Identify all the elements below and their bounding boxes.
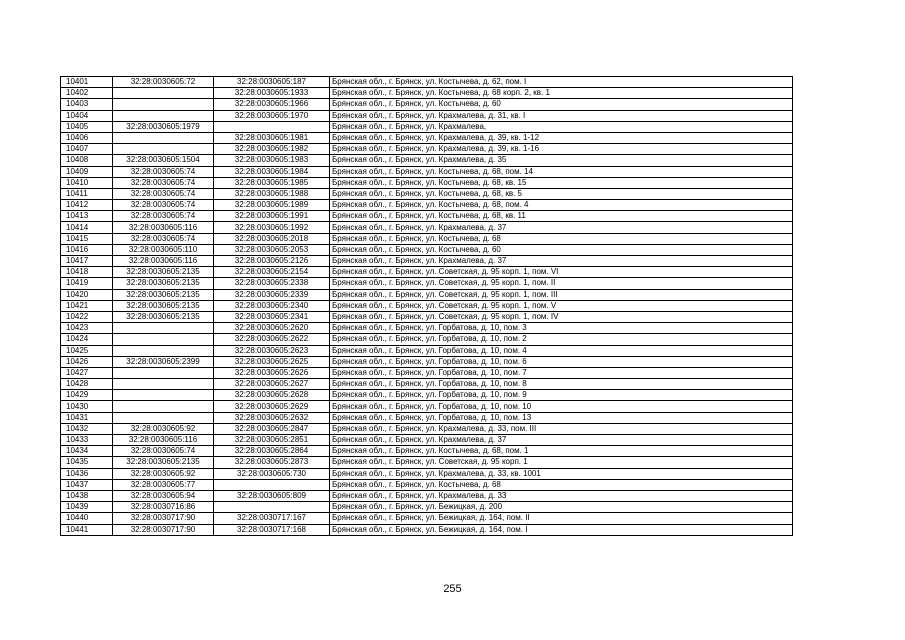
table-row (61, 423, 793, 434)
record-number-cell: 10406 (61, 132, 113, 143)
register-table-body (61, 77, 793, 536)
table-row (61, 356, 793, 367)
table-row (61, 144, 793, 155)
table-row (61, 177, 793, 188)
record-number-cell: 10407 (61, 144, 113, 155)
address-cell: Брянская обл., г. Брянск, ул. Горбатова, д. 10, пом. 6 (330, 356, 793, 367)
land-cadastral-number-cell: 32:28:0030605:2135 (113, 311, 214, 322)
record-number-cell: 10423 (61, 323, 113, 334)
object-cadastral-number-cell: 32:28:0030605:1992 (214, 222, 330, 233)
object-cadastral-number-cell: 32:28:0030605:1982 (214, 144, 330, 155)
land-cadastral-number-cell (113, 99, 214, 110)
object-cadastral-number-cell: 32:28:0030605:187 (214, 77, 330, 88)
record-number-cell: 10428 (61, 379, 113, 390)
object-cadastral-number-cell (214, 121, 330, 132)
object-cadastral-number-cell: 32:28:0030605:2053 (214, 244, 330, 255)
land-cadastral-number-cell (113, 110, 214, 121)
object-cadastral-number-cell: 32:28:0030605:1966 (214, 99, 330, 110)
table-row (61, 222, 793, 233)
table-row (61, 446, 793, 457)
table-row (61, 233, 793, 244)
object-cadastral-number-cell: 32:28:0030605:2622 (214, 334, 330, 345)
land-cadastral-number-cell: 32:28:0030717:90 (113, 524, 214, 535)
object-cadastral-number-cell: 32:28:0030605:2847 (214, 423, 330, 434)
land-cadastral-number-cell (113, 412, 214, 423)
record-number-cell: 10433 (61, 435, 113, 446)
address-cell: Брянская обл., г. Брянск, ул. Костычева, д. 68, пом. 1 (330, 446, 793, 457)
land-cadastral-number-cell: 32:28:0030605:2135 (113, 457, 214, 468)
address-cell: Брянская обл., г. Брянск, ул. Горбатова, д. 10, пом. 9 (330, 390, 793, 401)
record-number-cell: 10404 (61, 110, 113, 121)
table-row (61, 379, 793, 390)
object-cadastral-number-cell: 32:28:0030605:2154 (214, 267, 330, 278)
table-row (61, 524, 793, 535)
record-number-cell: 10432 (61, 423, 113, 434)
address-cell: Брянская обл., г. Брянск, ул. Горбатова, д. 10, пом. 2 (330, 334, 793, 345)
record-number-cell: 10401 (61, 77, 113, 88)
land-cadastral-number-cell: 32:28:0030605:2135 (113, 278, 214, 289)
address-cell: Брянская обл., г. Брянск, ул. Крахмалева, д. 33, пом. III (330, 423, 793, 434)
table-row (61, 457, 793, 468)
object-cadastral-number-cell: 32:28:0030605:1983 (214, 155, 330, 166)
table-row (61, 502, 793, 513)
address-cell: Брянская обл., г. Брянск, ул. Костычева, д. 60 (330, 244, 793, 255)
address-cell: Брянская обл., г. Брянск, ул. Советская, д. 95 корп. 1, пом. VI (330, 267, 793, 278)
table-row (61, 468, 793, 479)
record-number-cell: 10441 (61, 524, 113, 535)
table-row (61, 367, 793, 378)
record-number-cell: 10437 (61, 479, 113, 490)
table-row (61, 323, 793, 334)
record-number-cell: 10418 (61, 267, 113, 278)
record-number-cell: 10435 (61, 457, 113, 468)
address-cell: Брянская обл., г. Брянск, ул. Крахмалева, д. 31, кв. I (330, 110, 793, 121)
record-number-cell: 10429 (61, 390, 113, 401)
record-number-cell: 10434 (61, 446, 113, 457)
address-cell: Брянская обл., г. Брянск, ул. Горбатова, д. 10, пом. 7 (330, 367, 793, 378)
object-cadastral-number-cell: 32:28:0030605:2625 (214, 356, 330, 367)
record-number-cell: 10424 (61, 334, 113, 345)
address-cell: Брянская обл., г. Брянск, ул. Горбатова, д. 10, пом. 8 (330, 379, 793, 390)
address-cell: Брянская обл., г. Брянск, ул. Крахмалева, (330, 121, 793, 132)
object-cadastral-number-cell: 32:28:0030605:1991 (214, 211, 330, 222)
record-number-cell: 10413 (61, 211, 113, 222)
object-cadastral-number-cell: 32:28:0030605:2340 (214, 300, 330, 311)
record-number-cell: 10439 (61, 502, 113, 513)
land-cadastral-number-cell: 32:28:0030717:90 (113, 513, 214, 524)
land-cadastral-number-cell: 32:28:0030605:2135 (113, 267, 214, 278)
address-cell: Брянская обл., г. Брянск, ул. Горбатова, д. 10, пом. 4 (330, 345, 793, 356)
table-row (61, 412, 793, 423)
address-cell: Брянская обл., г. Брянск, ул. Костычева, д. 68 корп. 2, кв. 1 (330, 88, 793, 99)
record-number-cell: 10412 (61, 200, 113, 211)
land-cadastral-number-cell: 32:28:0030605:2135 (113, 300, 214, 311)
object-cadastral-number-cell: 32:28:0030605:1970 (214, 110, 330, 121)
object-cadastral-number-cell: 32:28:0030605:2623 (214, 345, 330, 356)
address-cell: Брянская обл., г. Брянск, ул. Горбатова, д. 10, пом. 3 (330, 323, 793, 334)
record-number-cell: 10426 (61, 356, 113, 367)
table-row (61, 166, 793, 177)
object-cadastral-number-cell: 32:28:0030605:2629 (214, 401, 330, 412)
object-cadastral-number-cell: 32:28:0030605:2851 (214, 435, 330, 446)
address-cell: Брянская обл., г. Брянск, ул. Костычева, д. 68 (330, 479, 793, 490)
table-row (61, 244, 793, 255)
address-cell: Брянская обл., г. Брянск, ул. Крахмалева, д. 37 (330, 256, 793, 267)
object-cadastral-number-cell: 32:28:0030717:168 (214, 524, 330, 535)
object-cadastral-number-cell: 32:28:0030605:2632 (214, 412, 330, 423)
address-cell: Брянская обл., г. Брянск, ул. Крахмалева, д. 33, кв. 1001 (330, 468, 793, 479)
address-cell: Брянская обл., г. Брянск, ул. Советская, д. 95 корп. 1, пом. III (330, 289, 793, 300)
table-row (61, 278, 793, 289)
address-cell: Брянская обл., г. Брянск, ул. Советская, д. 95 корп. 1, пом. II (330, 278, 793, 289)
address-cell: Брянская обл., г. Брянск, ул. Крахмалева, д. 39, кв. 1-16 (330, 144, 793, 155)
land-cadastral-number-cell (113, 390, 214, 401)
table-row (61, 188, 793, 199)
object-cadastral-number-cell: 32:28:0030717:167 (214, 513, 330, 524)
table-row (61, 289, 793, 300)
address-cell: Брянская обл., г. Брянск, ул. Советская, д. 95 корп. 1, пом. IV (330, 311, 793, 322)
object-cadastral-number-cell: 32:28:0030605:809 (214, 490, 330, 501)
table-row (61, 155, 793, 166)
address-cell: Брянская обл., г. Брянск, ул. Бежицкая, д. 164, пом. I (330, 524, 793, 535)
land-cadastral-number-cell: 32:28:0030605:74 (113, 188, 214, 199)
land-cadastral-number-cell: 32:28:0030605:74 (113, 233, 214, 244)
table-row (61, 479, 793, 490)
object-cadastral-number-cell: 32:28:0030605:2126 (214, 256, 330, 267)
object-cadastral-number-cell: 32:28:0030605:2018 (214, 233, 330, 244)
record-number-cell: 10425 (61, 345, 113, 356)
object-cadastral-number-cell: 32:28:0030605:2873 (214, 457, 330, 468)
object-cadastral-number-cell: 32:28:0030605:1984 (214, 166, 330, 177)
record-number-cell: 10420 (61, 289, 113, 300)
land-cadastral-number-cell: 32:28:0030605:92 (113, 423, 214, 434)
land-cadastral-number-cell (113, 379, 214, 390)
land-cadastral-number-cell: 32:28:0030605:1979 (113, 121, 214, 132)
table-row (61, 256, 793, 267)
address-cell: Брянская обл., г. Брянск, ул. Советская, д. 95 корп. 1 (330, 457, 793, 468)
land-cadastral-number-cell (113, 334, 214, 345)
object-cadastral-number-cell: 32:28:0030605:2628 (214, 390, 330, 401)
record-number-cell: 10402 (61, 88, 113, 99)
record-number-cell: 10414 (61, 222, 113, 233)
address-cell: Брянская обл., г. Брянск, ул. Крахмалева, д. 35 (330, 155, 793, 166)
land-cadastral-number-cell (113, 144, 214, 155)
record-number-cell: 10415 (61, 233, 113, 244)
address-cell: Брянская обл., г. Брянск, ул. Горбатова, д. 10, пом. 10 (330, 401, 793, 412)
land-cadastral-number-cell: 32:28:0030716:86 (113, 502, 214, 513)
record-number-cell: 10405 (61, 121, 113, 132)
land-cadastral-number-cell: 32:28:0030605:74 (113, 166, 214, 177)
address-cell: Брянская обл., г. Брянск, ул. Бежицкая, д. 164, пом. II (330, 513, 793, 524)
record-number-cell: 10417 (61, 256, 113, 267)
land-cadastral-number-cell (113, 345, 214, 356)
record-number-cell: 10436 (61, 468, 113, 479)
record-number-cell: 10440 (61, 513, 113, 524)
record-number-cell: 10422 (61, 311, 113, 322)
object-cadastral-number-cell: 32:28:0030605:730 (214, 468, 330, 479)
record-number-cell: 10438 (61, 490, 113, 501)
record-number-cell: 10416 (61, 244, 113, 255)
land-cadastral-number-cell: 32:28:0030605:74 (113, 446, 214, 457)
table-row (61, 513, 793, 524)
table-row (61, 211, 793, 222)
land-cadastral-number-cell (113, 88, 214, 99)
land-cadastral-number-cell: 32:28:0030605:116 (113, 222, 214, 233)
land-cadastral-number-cell (113, 367, 214, 378)
table-row (61, 200, 793, 211)
record-number-cell: 10421 (61, 300, 113, 311)
address-cell: Брянская обл., г. Брянск, ул. Костычева, д. 62, пом. I (330, 77, 793, 88)
land-cadastral-number-cell: 32:28:0030605:72 (113, 77, 214, 88)
record-number-cell: 10403 (61, 99, 113, 110)
object-cadastral-number-cell: 32:28:0030605:2627 (214, 379, 330, 390)
object-cadastral-number-cell: 32:28:0030605:1989 (214, 200, 330, 211)
record-number-cell: 10431 (61, 412, 113, 423)
page-number: 255 (443, 583, 462, 595)
address-cell: Брянская обл., г. Брянск, ул. Крахмалева, д. 39, кв. 1-12 (330, 132, 793, 143)
object-cadastral-number-cell: 32:28:0030605:1988 (214, 188, 330, 199)
table-row (61, 77, 793, 88)
land-cadastral-number-cell: 32:28:0030605:1504 (113, 155, 214, 166)
table-row (61, 401, 793, 412)
record-number-cell: 10408 (61, 155, 113, 166)
land-cadastral-number-cell: 32:28:0030605:116 (113, 256, 214, 267)
address-cell: Брянская обл., г. Брянск, ул. Костычева, д. 68, кв. 11 (330, 211, 793, 222)
record-number-cell: 10411 (61, 188, 113, 199)
object-cadastral-number-cell: 32:28:0030605:2626 (214, 367, 330, 378)
table-row (61, 490, 793, 501)
object-cadastral-number-cell: 32:28:0030605:2864 (214, 446, 330, 457)
land-cadastral-number-cell: 32:28:0030605:116 (113, 435, 214, 446)
address-cell: Брянская обл., г. Брянск, ул. Крахмалева, д. 37 (330, 435, 793, 446)
record-number-cell: 10410 (61, 177, 113, 188)
table-row (61, 121, 793, 132)
object-cadastral-number-cell (214, 502, 330, 513)
object-cadastral-number-cell: 32:28:0030605:2339 (214, 289, 330, 300)
table-row (61, 345, 793, 356)
land-cadastral-number-cell (113, 401, 214, 412)
table-row (61, 267, 793, 278)
land-cadastral-number-cell: 32:28:0030605:94 (113, 490, 214, 501)
address-cell: Брянская обл., г. Брянск, ул. Крахмалева, д. 33 (330, 490, 793, 501)
address-cell: Брянская обл., г. Брянск, ул. Костычева, д. 68, кв. 5 (330, 188, 793, 199)
table-row (61, 132, 793, 143)
table-row (61, 300, 793, 311)
object-cadastral-number-cell: 32:28:0030605:2620 (214, 323, 330, 334)
table-row (61, 88, 793, 99)
register-table (60, 76, 793, 536)
land-cadastral-number-cell: 32:28:0030605:77 (113, 479, 214, 490)
address-cell: Брянская обл., г. Брянск, ул. Бежицкая, д. 200 (330, 502, 793, 513)
object-cadastral-number-cell: 32:28:0030605:2338 (214, 278, 330, 289)
address-cell: Брянская обл., г. Брянск, ул. Костычева, д. 68, кв. 15 (330, 177, 793, 188)
table-row (61, 110, 793, 121)
land-cadastral-number-cell (113, 323, 214, 334)
object-cadastral-number-cell: 32:28:0030605:1985 (214, 177, 330, 188)
land-cadastral-number-cell: 32:28:0030605:92 (113, 468, 214, 479)
address-cell: Брянская обл., г. Брянск, ул. Костычева, д. 68 (330, 233, 793, 244)
address-cell: Брянская обл., г. Брянск, ул. Крахмалева, д. 37 (330, 222, 793, 233)
land-cadastral-number-cell: 32:28:0030605:2135 (113, 289, 214, 300)
address-cell: Брянская обл., г. Брянск, ул. Костычева, д. 68, пом. 4 (330, 200, 793, 211)
table-row (61, 99, 793, 110)
record-number-cell: 10427 (61, 367, 113, 378)
object-cadastral-number-cell: 32:28:0030605:2341 (214, 311, 330, 322)
land-cadastral-number-cell: 32:28:0030605:74 (113, 200, 214, 211)
land-cadastral-number-cell: 32:28:0030605:74 (113, 177, 214, 188)
object-cadastral-number-cell (214, 479, 330, 490)
object-cadastral-number-cell: 32:28:0030605:1933 (214, 88, 330, 99)
table-row (61, 390, 793, 401)
address-cell: Брянская обл., г. Брянск, ул. Костычева, д. 60 (330, 99, 793, 110)
land-cadastral-number-cell: 32:28:0030605:2399 (113, 356, 214, 367)
record-number-cell: 10409 (61, 166, 113, 177)
object-cadastral-number-cell: 32:28:0030605:1981 (214, 132, 330, 143)
table-row (61, 334, 793, 345)
land-cadastral-number-cell: 32:28:0030605:74 (113, 211, 214, 222)
record-number-cell: 10430 (61, 401, 113, 412)
table-row (61, 435, 793, 446)
land-cadastral-number-cell (113, 132, 214, 143)
address-cell: Брянская обл., г. Брянск, ул. Костычева, д. 68, пом. 14 (330, 166, 793, 177)
land-cadastral-number-cell: 32:28:0030605:110 (113, 244, 214, 255)
address-cell: Брянская обл., г. Брянск, ул. Советская, д. 95 корп. 1, пом. V (330, 300, 793, 311)
table-row (61, 311, 793, 322)
address-cell: Брянская обл., г. Брянск, ул. Горбатова, д. 10, пом. 13 (330, 412, 793, 423)
record-number-cell: 10419 (61, 278, 113, 289)
